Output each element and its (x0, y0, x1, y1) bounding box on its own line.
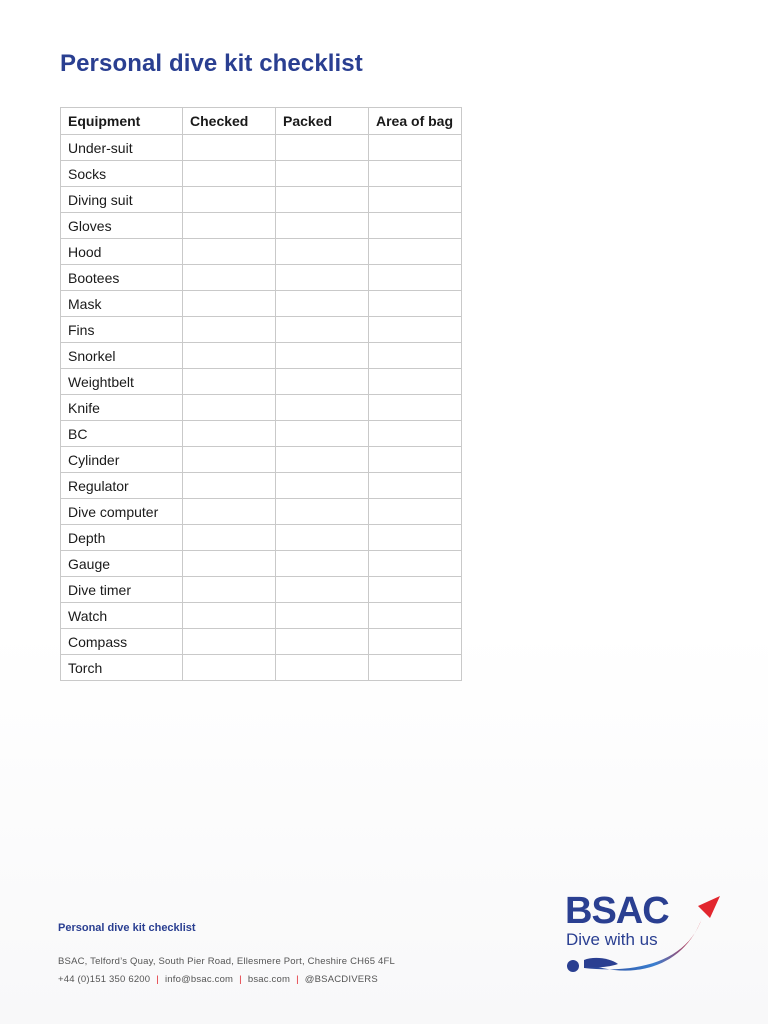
equipment-cell: Weightbelt (61, 369, 183, 395)
equipment-cell: Fins (61, 317, 183, 343)
area-of-bag-cell[interactable] (369, 577, 462, 603)
checked-cell[interactable] (183, 369, 276, 395)
packed-cell[interactable] (276, 265, 369, 291)
checked-cell[interactable] (183, 629, 276, 655)
equipment-cell: Knife (61, 395, 183, 421)
area-of-bag-cell[interactable] (369, 317, 462, 343)
equipment-cell: Mask (61, 291, 183, 317)
checked-cell[interactable] (183, 473, 276, 499)
equipment-cell: Gauge (61, 551, 183, 577)
checked-cell[interactable] (183, 161, 276, 187)
checked-cell[interactable] (183, 317, 276, 343)
checked-cell[interactable] (183, 577, 276, 603)
area-of-bag-cell[interactable] (369, 655, 462, 681)
checked-cell[interactable] (183, 343, 276, 369)
packed-cell[interactable] (276, 551, 369, 577)
area-of-bag-cell[interactable] (369, 213, 462, 239)
table-row (61, 395, 462, 421)
table-header-row (61, 108, 462, 135)
footer-contacts (58, 974, 378, 985)
header-area-of-bag: Area of bag (369, 108, 462, 135)
checked-cell[interactable] (183, 603, 276, 629)
area-of-bag-cell[interactable] (369, 603, 462, 629)
checked-cell[interactable] (183, 421, 276, 447)
checked-cell[interactable] (183, 265, 276, 291)
table-row (61, 629, 462, 655)
packed-cell[interactable] (276, 317, 369, 343)
packed-cell[interactable] (276, 343, 369, 369)
header-packed: Packed (276, 108, 369, 135)
table-row (61, 161, 462, 187)
packed-cell[interactable] (276, 395, 369, 421)
area-of-bag-cell[interactable] (369, 473, 462, 499)
checked-cell[interactable] (183, 395, 276, 421)
header-checked: Checked (183, 108, 276, 135)
footer-separator: | (156, 974, 159, 985)
table-row (61, 499, 462, 525)
area-of-bag-cell[interactable] (369, 239, 462, 265)
area-of-bag-cell[interactable] (369, 135, 462, 161)
area-of-bag-cell[interactable] (369, 369, 462, 395)
table-row (61, 187, 462, 213)
packed-cell[interactable] (276, 655, 369, 681)
table-row (61, 213, 462, 239)
equipment-cell: Cylinder (61, 447, 183, 473)
equipment-cell: Torch (61, 655, 183, 681)
area-of-bag-cell[interactable] (369, 395, 462, 421)
table-row (61, 447, 462, 473)
equipment-cell: Hood (61, 239, 183, 265)
packed-cell[interactable] (276, 499, 369, 525)
checked-cell[interactable] (183, 187, 276, 213)
packed-cell[interactable] (276, 421, 369, 447)
packed-cell[interactable] (276, 135, 369, 161)
table-row (61, 551, 462, 577)
checklist-table (60, 107, 462, 681)
footer-separator: | (296, 974, 299, 985)
table-row (61, 603, 462, 629)
area-of-bag-cell[interactable] (369, 265, 462, 291)
packed-cell[interactable] (276, 187, 369, 213)
bsac-logo (560, 888, 730, 988)
table-row (61, 473, 462, 499)
equipment-cell: Bootees (61, 265, 183, 291)
equipment-cell: BC (61, 421, 183, 447)
logo-wordmark: BSAC (565, 890, 669, 932)
packed-cell[interactable] (276, 213, 369, 239)
table-row (61, 291, 462, 317)
header-equipment: Equipment (61, 108, 183, 135)
area-of-bag-cell[interactable] (369, 187, 462, 213)
checked-cell[interactable] (183, 291, 276, 317)
packed-cell[interactable] (276, 369, 369, 395)
area-of-bag-cell[interactable] (369, 447, 462, 473)
area-of-bag-cell[interactable] (369, 499, 462, 525)
logo-tagline: Dive with us (566, 930, 658, 949)
table-row (61, 421, 462, 447)
checked-cell[interactable] (183, 499, 276, 525)
equipment-cell: Diving suit (61, 187, 183, 213)
footer-phone: +44 (0)151 350 6200 (58, 974, 151, 985)
page-title: Personal dive kit checklist (60, 50, 363, 77)
equipment-cell: Snorkel (61, 343, 183, 369)
footer-title: Personal dive kit checklist (58, 922, 196, 934)
packed-cell[interactable] (276, 577, 369, 603)
table-row (61, 135, 462, 161)
checked-cell[interactable] (183, 551, 276, 577)
equipment-cell: Compass (61, 629, 183, 655)
table-row (61, 655, 462, 681)
table-row (61, 317, 462, 343)
packed-cell[interactable] (276, 239, 369, 265)
packed-cell[interactable] (276, 447, 369, 473)
packed-cell[interactable] (276, 629, 369, 655)
table-row (61, 369, 462, 395)
table-row (61, 525, 462, 551)
equipment-cell: Under-suit (61, 135, 183, 161)
equipment-cell: Socks (61, 161, 183, 187)
equipment-cell: Dive timer (61, 577, 183, 603)
area-of-bag-cell[interactable] (369, 629, 462, 655)
footer-website-link[interactable]: bsac.com (247, 974, 291, 985)
footer-social-handle[interactable]: @BSACDIVERS (304, 974, 378, 985)
packed-cell[interactable] (276, 161, 369, 187)
packed-cell[interactable] (276, 603, 369, 629)
equipment-cell: Regulator (61, 473, 183, 499)
area-of-bag-cell[interactable] (369, 291, 462, 317)
equipment-cell: Depth (61, 525, 183, 551)
checked-cell[interactable] (183, 525, 276, 551)
checked-cell[interactable] (183, 213, 276, 239)
table-row (61, 239, 462, 265)
footer-separator: | (239, 974, 242, 985)
equipment-cell: Watch (61, 603, 183, 629)
checked-cell[interactable] (183, 655, 276, 681)
packed-cell[interactable] (276, 473, 369, 499)
table-row (61, 343, 462, 369)
area-of-bag-cell[interactable] (369, 551, 462, 577)
footer-email-link[interactable]: info@bsac.com (164, 974, 234, 985)
table-row (61, 265, 462, 291)
packed-cell[interactable] (276, 291, 369, 317)
checked-cell[interactable] (183, 135, 276, 161)
equipment-cell: Dive computer (61, 499, 183, 525)
area-of-bag-cell[interactable] (369, 525, 462, 551)
equipment-cell: Gloves (61, 213, 183, 239)
checked-cell[interactable] (183, 239, 276, 265)
packed-cell[interactable] (276, 525, 369, 551)
footer-address: BSAC, Telford’s Quay, South Pier Road, Ellesmere Port, Cheshire CH65 4FL (58, 956, 396, 967)
area-of-bag-cell[interactable] (369, 161, 462, 187)
checked-cell[interactable] (183, 447, 276, 473)
area-of-bag-cell[interactable] (369, 421, 462, 447)
area-of-bag-cell[interactable] (369, 343, 462, 369)
table-row (61, 577, 462, 603)
